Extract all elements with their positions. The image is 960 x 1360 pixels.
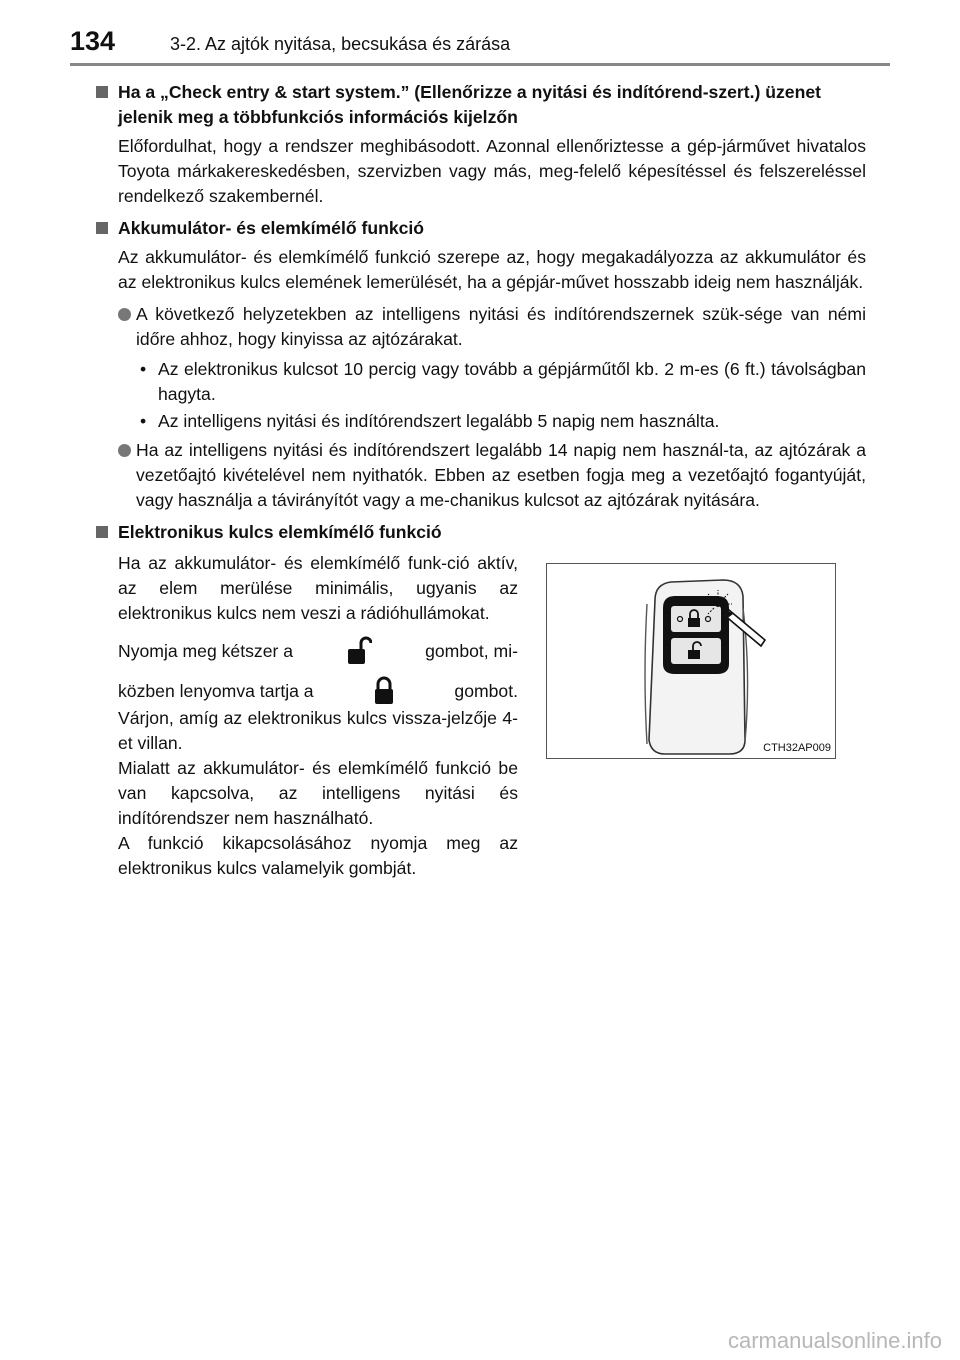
- key-saving-paragraph: A funkció kikapcsolásához nyomja meg az elektronikus kulcs valamelyik gombját.: [118, 833, 518, 878]
- section-battery-saving-heading: [96, 216, 866, 241]
- bullet-text: A következő helyzetekben az intelligens nyitási és indítórendszernek szük-sége van némi időre ahhoz, hogy kinyissa az ajtózárakat.: [136, 304, 866, 349]
- header-rule: [70, 63, 890, 66]
- instruction-text: gombot, mi-: [425, 640, 518, 661]
- bullet-text: Ha az intelligens nyitási és indítórendszert legalább 14 napig nem használ-ta, az ajtózárak a vezetőajtó kivételével nem nyithatók. Ebben az esetben fogja meg a vezetőajtó fogantyúját, vagy használja a távirányítót vagy a me-chanikus kulcsot az ajtózárak nyitására.: [136, 440, 866, 510]
- sub-item-text: Az intelligens nyitási és indítórendszert legalább 5 napig nem használta.: [158, 411, 720, 431]
- check-entry-body: Előfordulhat, hogy a rendszer meghibásodott. Azonnal ellenőriztesse a gép-járművet hivatalos Toyota márkakereskedésben, szervizben vagy más, meg-felelő képesítéssel és felszereléssel rendelkező szakembernél.: [118, 136, 866, 206]
- key-saving-paragraph: Várjon, amíg az elektronikus kulcs vissza-jelzője 4-et villan.: [118, 708, 518, 753]
- section-title: Akkumulátor- és elemkímélő funkció: [118, 218, 425, 238]
- key-saving-paragraph: Mialatt az akkumulátor- és elemkímélő funkció be van kapcsolva, az intelligens nyitási és indítórendszer nem használható.: [118, 758, 518, 828]
- key-saving-text: [96, 551, 518, 881]
- unlock-icon: [346, 636, 372, 666]
- lock-icon: [371, 676, 397, 706]
- section-title: Elektronikus kulcs elemkímélő funkció: [118, 522, 442, 542]
- electronic-key-illustration: [547, 564, 835, 758]
- instruction-text: közben lenyomva tartja a: [118, 680, 314, 701]
- page-content: [96, 80, 866, 881]
- instruction-text: gombot.: [454, 680, 518, 701]
- sub-bullet-marker: •: [140, 359, 147, 379]
- key-saving-paragraph: Ha az akkumulátor- és elemkímélő funk-ció aktív, az elem merülése minimális, ugyanis az elektronikus kulcs nem veszi a rádióhullámokat.: [118, 553, 518, 623]
- watermark-text: carmanualsonline.info: [727, 1328, 942, 1353]
- square-bullet-icon: [96, 86, 108, 98]
- bullet-item: [96, 302, 866, 352]
- sub-list-item: [96, 409, 866, 434]
- electronic-key-figure: [546, 563, 836, 759]
- sub-item-text: Az elektronikus kulcsot 10 percig vagy tovább a gépjárműtől kb. 2 m-es (6 ft.) távolságban hagyta.: [158, 359, 866, 404]
- bullet-item: [96, 438, 866, 513]
- round-bullet-icon: [118, 308, 131, 321]
- square-bullet-icon: [96, 526, 108, 538]
- round-bullet-icon: [118, 444, 131, 457]
- square-bullet-icon: [96, 222, 108, 234]
- page-number: 134: [70, 26, 116, 56]
- instruction-text: Nyomja meg kétszer a: [118, 640, 294, 661]
- sub-list-item: [96, 357, 866, 407]
- section-check-entry-heading: [96, 80, 866, 130]
- section-title: Ha a „Check entry & start system.” (Ellenőrizze a nyitási és indítórend-szert.) üzenet jelenik meg a többfunkciós információs kijelzőn: [118, 82, 821, 127]
- key-saving-section: [96, 551, 866, 881]
- page-header: [70, 26, 890, 60]
- instruction-line: [118, 676, 518, 706]
- section-key-saving-heading: [96, 520, 866, 545]
- figure-label: CTH32AP009: [763, 742, 831, 754]
- instruction-line: [118, 636, 518, 666]
- battery-saving-body: Az akkumulátor- és elemkímélő funkció szerepe az, hogy megakadályozza az akkumulátor és az elektronikus kulcs elemének lemerülését, ha a gépjár-művet hosszabb ideig nem használják.: [118, 247, 866, 292]
- chapter-title: 3-2. Az ajtók nyitása, becsukása és zárása: [170, 34, 511, 54]
- sub-bullet-marker: •: [140, 411, 147, 431]
